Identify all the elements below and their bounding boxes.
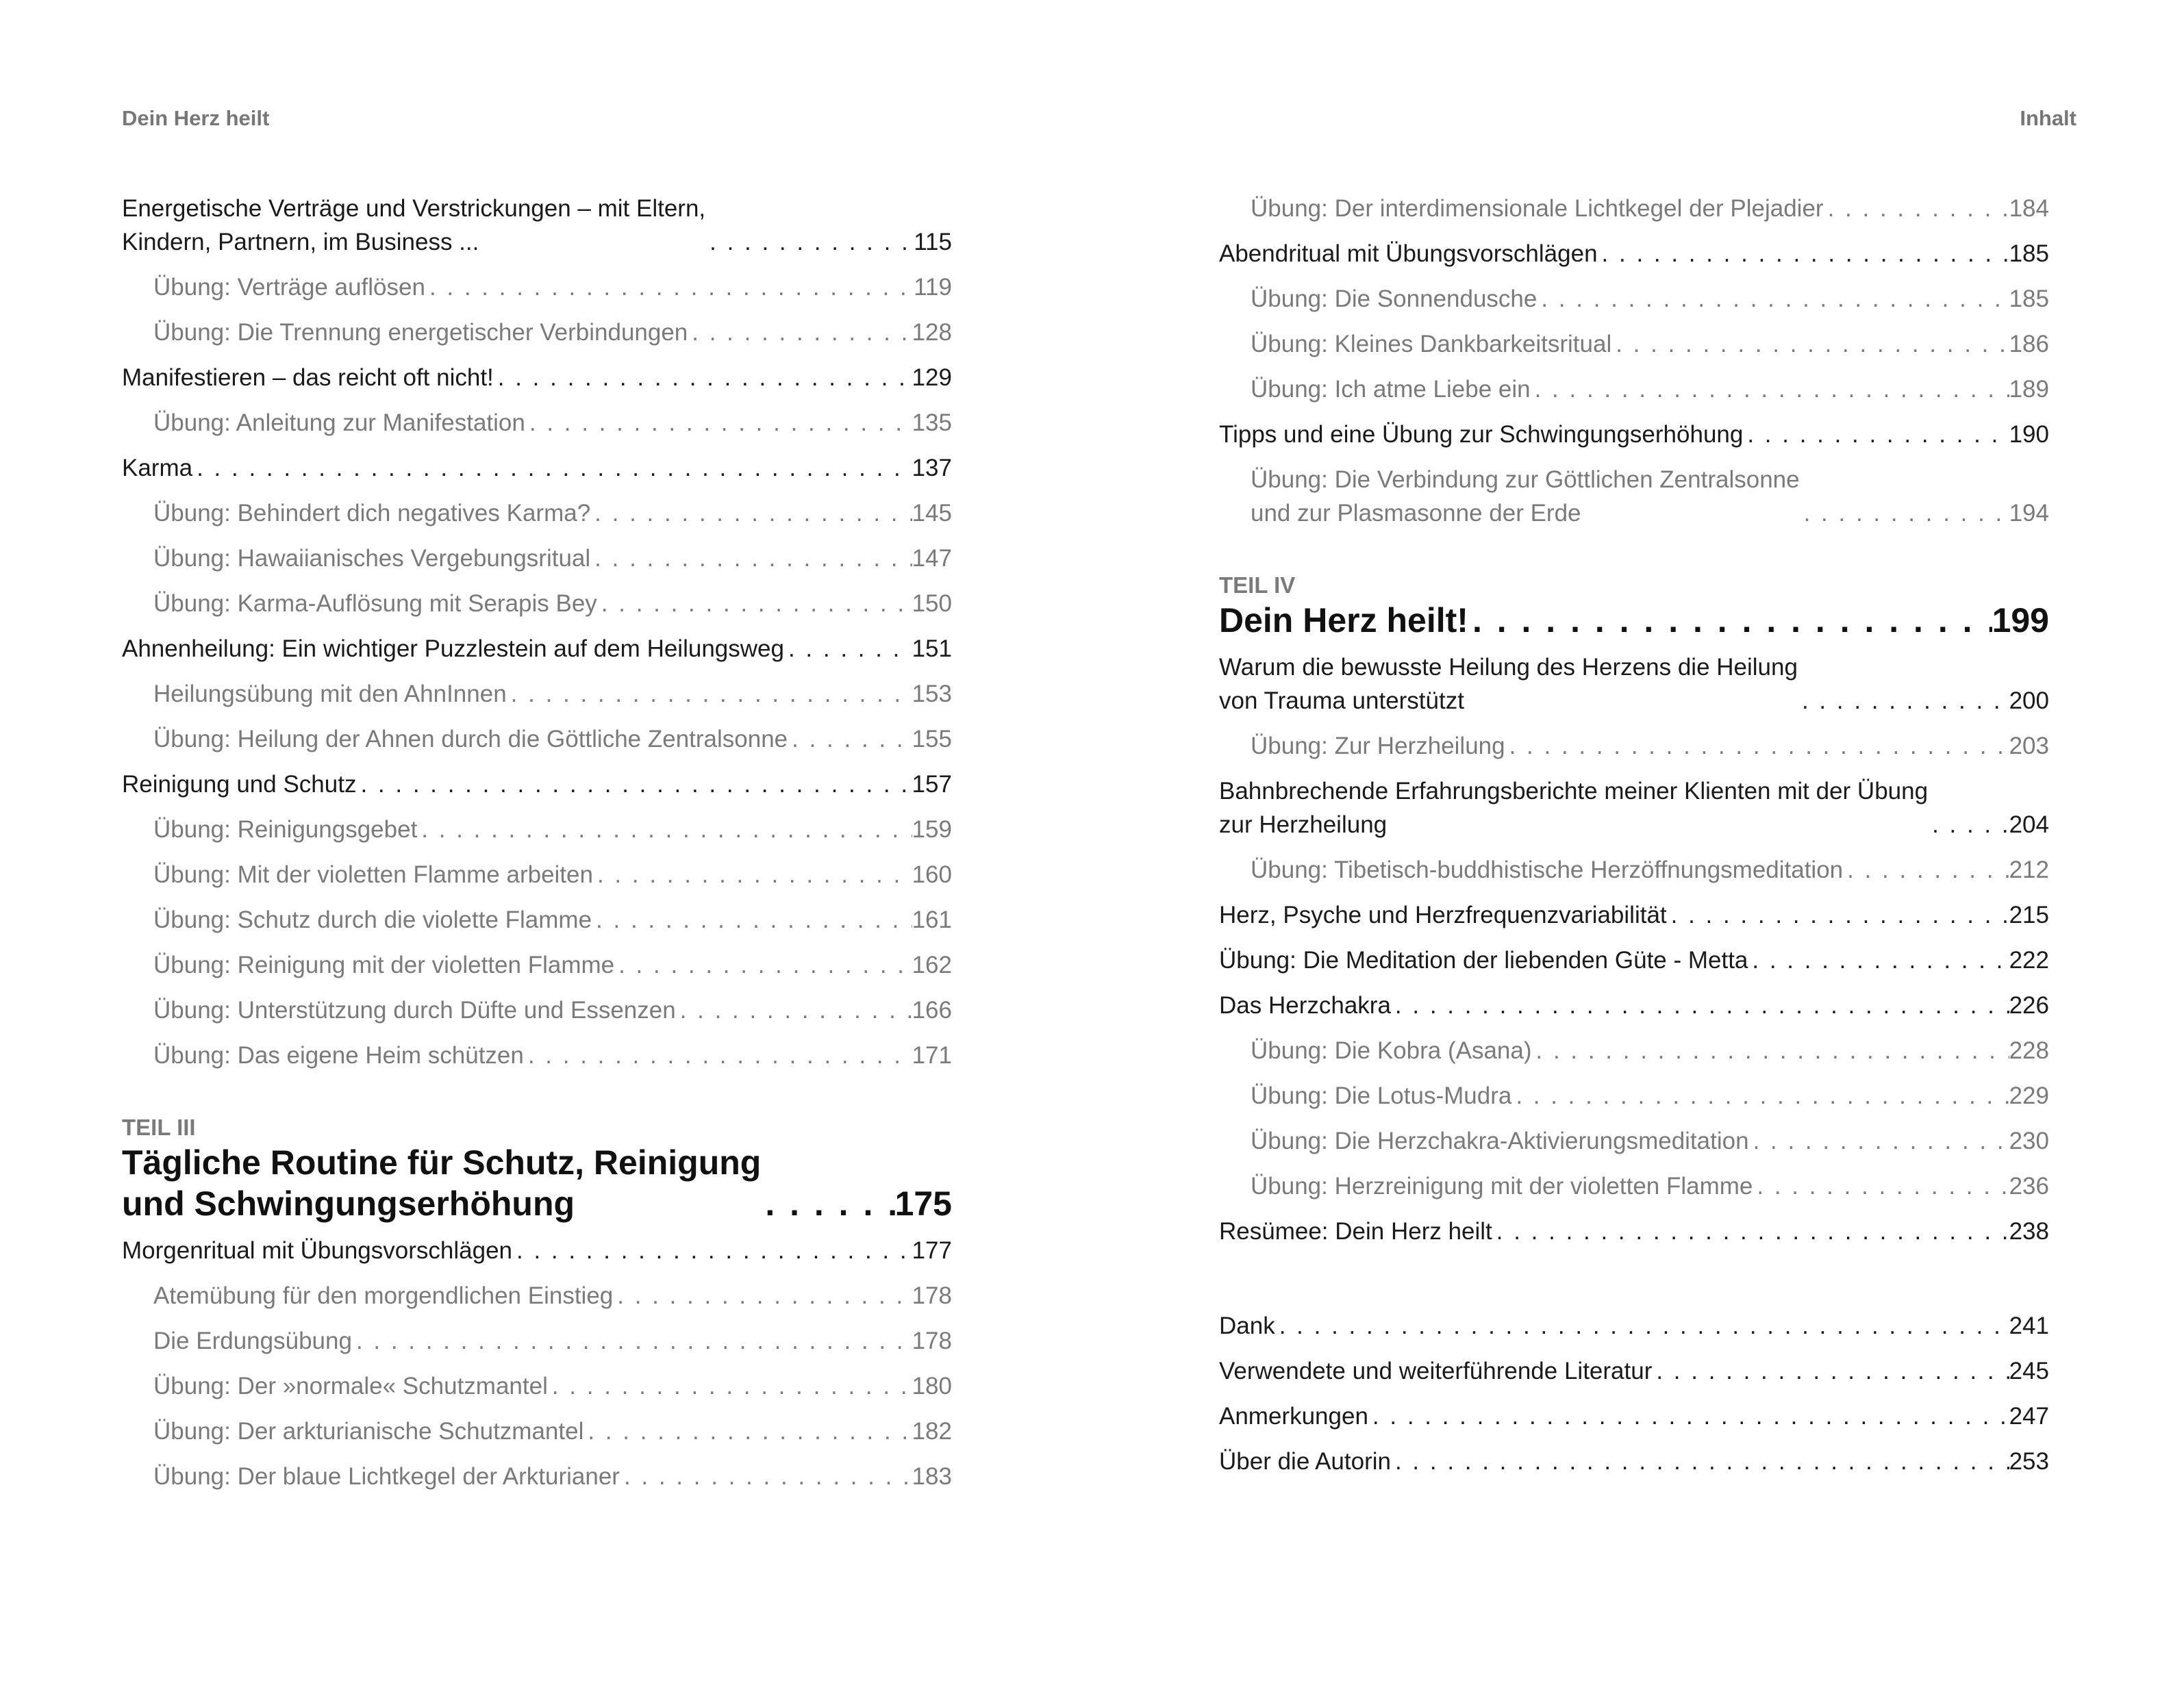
leader-dots: [593, 858, 912, 891]
leader-dots: [1743, 418, 2009, 451]
toc-entry-page: 159: [912, 816, 952, 843]
toc-subentry[interactable]: [122, 858, 952, 891]
toc-entry-title: Die Erdungsübung: [153, 1328, 352, 1354]
leader-dots: [1531, 372, 2009, 406]
toc-entry-page: 236: [2009, 1173, 2049, 1200]
toc-subentry[interactable]: [122, 677, 952, 711]
toc-entry-page: 203: [2009, 733, 2049, 759]
toc-entry[interactable]: [122, 768, 952, 801]
leader-dots: [583, 1415, 912, 1448]
toc-entry[interactable]: [1219, 1445, 2049, 1478]
leader-dots: [1468, 600, 1992, 641]
toc-subentry[interactable]: [122, 496, 952, 530]
leader-dots: [1275, 1309, 2009, 1343]
leader-dots: [425, 270, 914, 304]
leader-dots: [1748, 943, 2009, 977]
toc-entry-title: Über die Autorin: [1219, 1448, 1391, 1475]
leader-dots: [507, 677, 912, 711]
leader-dots: [356, 768, 912, 801]
toc-entry-title: Übung: Die Meditation der liebenden Güte - Metta: [1219, 947, 1748, 974]
leader-dots: [784, 632, 912, 666]
toc-entry-title: Übung: Reinigungsgebet: [153, 816, 418, 843]
toc-entry-page: 160: [912, 861, 952, 888]
leader-dots: [592, 903, 912, 937]
leader-dots: [788, 722, 912, 756]
toc-entry-page: 215: [2009, 902, 2049, 928]
toc-entry[interactable]: [1219, 774, 2049, 841]
toc-entry-page: 229: [2009, 1082, 2049, 1109]
leader-dots: [676, 993, 912, 1027]
leader-dots: [512, 1234, 912, 1267]
toc-entry-title: Übung: Herzreinigung mit der violetten Flamme: [1251, 1173, 1753, 1200]
toc-entry[interactable]: [1219, 418, 2049, 451]
toc-entry-page: 253: [2009, 1448, 2049, 1475]
toc-entry-title: Dank: [1219, 1313, 1275, 1339]
toc-entry-title: Tipps und eine Übung zur Schwingungserhöhung: [1219, 421, 1744, 448]
leader-dots: [590, 496, 912, 530]
leader-dots: [1667, 898, 2009, 932]
toc-entry-page: 161: [912, 907, 952, 933]
part-title-row: [122, 1142, 952, 1224]
toc-entry[interactable]: [1219, 898, 2049, 932]
toc-subentry[interactable]: [122, 722, 952, 756]
toc-subentry[interactable]: [122, 903, 952, 937]
leader-dots: [620, 1460, 912, 1493]
toc-entry-page: 238: [2009, 1218, 2049, 1245]
leader-dots: [417, 813, 912, 846]
toc-entry[interactable]: [1219, 1399, 2049, 1433]
leader-dots: [1598, 237, 2009, 270]
leader-dots: [524, 1039, 912, 1072]
toc-entry-page: 245: [2009, 1358, 2049, 1384]
toc-entry-page: 166: [912, 997, 952, 1024]
toc-entry-title: Übung: Schutz durch die violette Flamme: [153, 907, 592, 933]
toc-entry-title: Übung: Die Lotus-Mudra: [1251, 1082, 1512, 1109]
toc-entry[interactable]: [1219, 650, 2049, 718]
leader-dots: [1391, 1445, 2009, 1478]
toc-subentry[interactable]: [1219, 192, 2049, 225]
toc-entry-title: Reinigung und Schutz: [122, 771, 357, 798]
leader-dots: [1511, 1079, 2009, 1113]
toc-entry-page: 222: [2009, 947, 2049, 974]
toc-entry-title: Warum die bewusste Heilung des Herzens die Heilung von Trauma unterstützt: [1219, 654, 1798, 714]
toc-right-page: [1219, 192, 2049, 1490]
leader-dots: [688, 316, 912, 349]
leader-dots: [1753, 1169, 2009, 1203]
toc-entry-title: Übung: Heilung der Ahnen durch die Göttliche Zentralsonne: [153, 726, 788, 752]
toc-entry-page: 129: [912, 364, 952, 391]
part-heading-3[interactable]: [122, 1113, 952, 1224]
toc-entry-page: 185: [2009, 286, 2049, 312]
part-page: 199: [1992, 601, 2049, 639]
leader-dots: [1824, 192, 2009, 225]
toc-entry[interactable]: [1219, 237, 2049, 270]
toc-entry-title: Übung: Zur Herzheilung: [1251, 733, 1505, 759]
toc-entry-page: 171: [912, 1042, 952, 1069]
toc-entry-title: Abendritual mit Übungsvorschlägen: [1219, 240, 1598, 267]
toc-entry-page: 178: [912, 1328, 952, 1354]
part-title-row: [1219, 600, 2049, 641]
toc-subentry[interactable]: [1219, 1034, 2049, 1067]
toc-entry-page: 204: [2009, 811, 2049, 838]
toc-entry-title: Übung: Karma-Auflösung mit Serapis Bey: [153, 590, 597, 617]
toc-subentry[interactable]: [122, 813, 952, 846]
toc-entry-page: 189: [2009, 376, 2049, 403]
toc-entry-page: 247: [2009, 1403, 2049, 1430]
toc-entry-page: 135: [912, 409, 952, 436]
toc-entry-title: Übung: Die Herzchakra-Aktivierungsmeditation: [1251, 1128, 1749, 1154]
toc-entry-title: Übung: Anleitung zur Manifestation: [153, 409, 525, 436]
toc-left-page: [122, 192, 952, 1505]
toc-subentry[interactable]: [1219, 853, 2049, 887]
running-head-book-title: Dein Herz heilt: [122, 106, 270, 130]
toc-entry-page: 228: [2009, 1037, 2049, 1064]
toc-entry-title: Übung: Der arkturianische Schutzmantel: [153, 1418, 584, 1445]
toc-entry-title: Übung: Behindert dich negatives Karma?: [153, 500, 591, 527]
toc-entry-page: 200: [2009, 687, 2049, 714]
toc-entry-title: Übung: Unterstützung durch Düfte und Essenzen: [153, 997, 676, 1024]
toc-entry-title: Ahnenheilung: Ein wichtiger Puzzlestein auf dem Heilungsweg: [122, 635, 784, 662]
toc-entry-page: 147: [912, 545, 952, 572]
toc-entry-page: 153: [912, 681, 952, 707]
toc-subentry[interactable]: [1219, 1169, 2049, 1203]
toc-entry[interactable]: [122, 1234, 952, 1267]
part-heading-4[interactable]: [1219, 571, 2049, 641]
toc-entry-title: Resümee: Dein Herz heilt: [1219, 1218, 1492, 1245]
toc-entry-page: 194: [2009, 500, 2049, 527]
leader-dots: [1368, 1399, 2009, 1433]
toc-entry-page: 180: [912, 1373, 952, 1399]
toc-subentry[interactable]: [1219, 372, 2049, 406]
toc-subentry[interactable]: [1219, 282, 2049, 316]
toc-entry-title: Übung: Ich atme Liebe ein: [1251, 376, 1531, 403]
toc-entry-page: 151: [912, 635, 952, 662]
leader-dots: [1537, 282, 2009, 316]
toc-entry-title: Übung: Der »normale« Schutzmantel: [153, 1373, 548, 1399]
leader-dots: [1505, 729, 2009, 763]
toc-entry-page: 182: [912, 1418, 952, 1445]
toc-subentry[interactable]: [122, 1039, 952, 1072]
toc-entry-title: Übung: Hawaiianisches Vergebungsritual: [153, 545, 591, 572]
leader-dots: [614, 948, 912, 982]
toc-entry[interactable]: [1219, 1215, 2049, 1248]
part-title: Dein Herz heilt!: [1219, 601, 1468, 639]
toc-entry-page: 155: [912, 726, 952, 752]
leader-dots: [1800, 496, 2009, 530]
leader-dots: [494, 361, 912, 394]
toc-entry-title: Übung: Die Sonnendusche: [1251, 286, 1537, 312]
running-head-section: Inhalt: [2020, 106, 2076, 130]
toc-entry-title: Atemübung für den morgendlichen Einstieg: [153, 1282, 614, 1309]
toc-entry-title: Energetische Verträge und Verstrickungen – mit Eltern, Kindern, Partnern, im Business ...: [122, 195, 706, 255]
toc-subentry[interactable]: [1219, 1124, 2049, 1158]
toc-subentry[interactable]: [122, 1460, 952, 1493]
toc-subentry[interactable]: [122, 1324, 952, 1358]
toc-subentry[interactable]: [122, 1279, 952, 1313]
toc-entry-title: Übung: Die Verbindung zur Göttlichen Zentralsonne und zur Plasmasonne der Erde: [1251, 466, 1800, 527]
leader-dots: [1611, 327, 2009, 361]
toc-subentry[interactable]: [122, 587, 952, 620]
toc-entry-page: 137: [912, 455, 952, 481]
toc-entry-page: 184: [2009, 195, 2049, 222]
toc-subentry[interactable]: [1219, 1079, 2049, 1113]
toc-subentry[interactable]: [122, 542, 952, 575]
toc-entry-title: Übung: Die Kobra (Asana): [1251, 1037, 1532, 1064]
toc-subentry[interactable]: [122, 316, 952, 349]
toc-entry-title: Übung: Reinigung mit der violetten Flamme: [153, 952, 615, 978]
toc-subentry[interactable]: [1219, 327, 2049, 361]
toc-entry-title: Das Herzchakra: [1219, 992, 1391, 1019]
toc-subentry[interactable]: [1219, 463, 2049, 530]
leader-dots: [1749, 1124, 2009, 1158]
leader-dots: [1391, 989, 2009, 1022]
toc-entry-title: Übung: Kleines Dankbarkeitsritual: [1251, 331, 1612, 357]
toc-entry-page: 145: [912, 500, 952, 527]
toc-entry-title: Morgenritual mit Übungsvorschlägen: [122, 1237, 512, 1264]
toc-entry-title: Übung: Der interdimensionale Lichtkegel der Plejadier: [1251, 195, 1824, 222]
toc-entry[interactable]: [122, 192, 952, 259]
toc-entry-title: Übung: Mit der violetten Flamme arbeiten: [153, 861, 593, 888]
toc-entry[interactable]: [1219, 1354, 2049, 1388]
toc-entry-title: Übung: Das eigene Heim schützen: [153, 1042, 524, 1069]
toc-entry-page: 226: [2009, 992, 2049, 1019]
toc-entry-page: 177: [912, 1237, 952, 1264]
toc-subentry[interactable]: [122, 406, 952, 440]
toc-subentry[interactable]: [1219, 729, 2049, 763]
section-gap: [1219, 1260, 2049, 1309]
toc-entry-title: Verwendete und weiterführende Literatur: [1219, 1358, 1653, 1384]
leader-dots: [1652, 1354, 2009, 1388]
toc-entry-title: Karma: [122, 455, 193, 481]
toc-entry-page: 241: [2009, 1313, 2049, 1339]
toc-subentry[interactable]: [122, 1415, 952, 1448]
leader-dots: [192, 451, 912, 485]
toc-entry-page: 157: [912, 771, 952, 798]
part-label: TEIL III: [122, 1115, 196, 1140]
toc-entry-title: Heilungsübung mit den AhnInnen: [153, 681, 507, 707]
toc-entry-title: Anmerkungen: [1219, 1403, 1368, 1430]
toc-subentry[interactable]: [122, 993, 952, 1027]
leader-dots: [1843, 853, 2009, 887]
toc-entry-page: 178: [912, 1282, 952, 1309]
leader-dots: [1492, 1215, 2009, 1248]
toc-entry-page: 230: [2009, 1128, 2049, 1154]
toc-entry-page: 162: [912, 952, 952, 978]
toc-entry-title: Herz, Psyche und Herzfrequenzvariabilität: [1219, 902, 1667, 928]
part-page: 175: [894, 1184, 952, 1223]
toc-entry-page: 119: [914, 274, 952, 301]
leader-dots: [1928, 808, 2009, 841]
toc-entry-title: Bahnbrechende Erfahrungsberichte meiner Klienten mit der Übung zur Herzheilung: [1219, 778, 1929, 838]
toc-entry[interactable]: [122, 451, 952, 485]
toc-entry[interactable]: [1219, 1309, 2049, 1343]
leader-dots: [705, 225, 914, 259]
leader-dots: [1798, 684, 2009, 718]
toc-entry-title: Übung: Verträge auflösen: [153, 274, 425, 301]
toc-entry-page: 115: [914, 229, 952, 255]
toc-entry-page: 183: [912, 1463, 952, 1490]
toc-entry-page: 185: [2009, 240, 2049, 267]
part-label: TEIL IV: [1219, 572, 1296, 598]
toc-entry-page: 186: [2009, 331, 2049, 357]
leader-dots: [613, 1279, 912, 1313]
leader-dots: [1532, 1034, 2009, 1067]
toc-entry-page: 190: [2009, 421, 2049, 448]
toc-entry-page: 128: [912, 319, 952, 346]
toc-entry-title: Übung: Tibetisch-buddhistische Herzöffnungsmeditation: [1251, 857, 1844, 883]
toc-entry[interactable]: [1219, 989, 2049, 1022]
leader-dots: [525, 406, 912, 440]
toc-subentry[interactable]: [122, 270, 952, 304]
toc-entry[interactable]: [122, 361, 952, 394]
toc-entry-title: Übung: Die Trennung energetischer Verbindungen: [153, 319, 688, 346]
toc-subentry[interactable]: [122, 948, 952, 982]
leader-dots: [548, 1369, 912, 1403]
leader-dots: [761, 1183, 894, 1224]
leader-dots: [597, 587, 912, 620]
toc-entry-title: Übung: Der blaue Lichtkegel der Arkturianer: [153, 1463, 620, 1490]
toc-entry[interactable]: [1219, 943, 2049, 977]
leader-dots: [352, 1324, 912, 1358]
toc-subentry[interactable]: [122, 1369, 952, 1403]
leader-dots: [590, 542, 912, 575]
toc-entry[interactable]: [122, 632, 952, 666]
toc-entry-page: 212: [2009, 857, 2049, 883]
toc-entry-title: Manifestieren – das reicht oft nicht!: [122, 364, 494, 391]
toc-entry-page: 150: [912, 590, 952, 617]
part-title: Tägliche Routine für Schutz, Reinigung und Schwingungserhöhung: [122, 1143, 762, 1223]
